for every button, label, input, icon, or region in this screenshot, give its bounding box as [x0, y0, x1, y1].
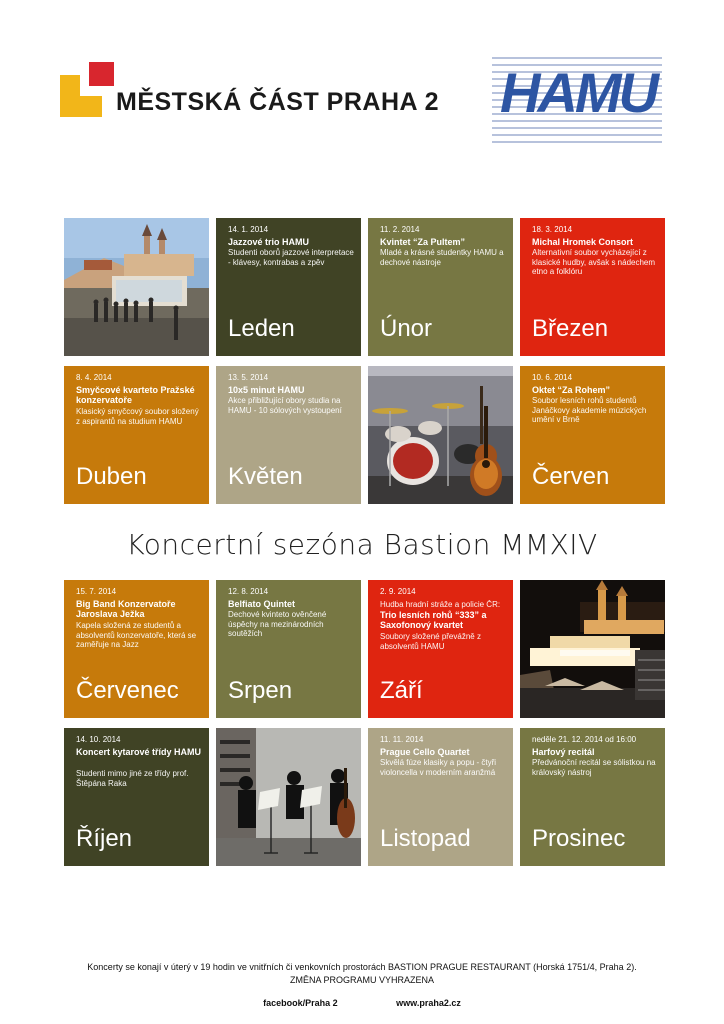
photo-bastion-night: [520, 580, 665, 718]
concert-month: Červen: [532, 463, 610, 490]
concert-month: Prosinec: [532, 825, 626, 852]
concert-title: Kvintet “Za Pultem”: [380, 237, 466, 247]
footer-disclaimer: ZMĚNA PROGRAMU VYHRAZENA: [289, 975, 435, 985]
concert-date: 2. 9. 2014: [380, 587, 416, 596]
photo-bastion-terrace: [64, 218, 209, 356]
concert-description: Dechové kvinteto ověnčené úspěchy na mezinárodních soutěžích: [228, 610, 327, 638]
concert-tile-listopad: [368, 728, 513, 866]
footer-links: [0, 998, 724, 1008]
concert-date: 18. 3. 2014: [532, 225, 573, 234]
concert-date: 8. 4. 2014: [76, 373, 112, 382]
concert-organizer: Hudba hradní stráže a policie ČR:: [380, 600, 501, 609]
concert-description: Soubory složené převážně z absolventů HAMU: [380, 632, 481, 651]
concert-title: Big Band Konzervatoře Jaroslava Ježka: [76, 599, 176, 619]
website-link[interactable]: www.praha2.cz: [396, 998, 461, 1008]
concert-title: Oktet “Za Rohem”: [532, 385, 611, 395]
concert-description: Předvánoční recitál se sólistkou na královský nástroj: [532, 758, 656, 777]
concert-tile-brezen: [520, 218, 665, 356]
concert-title: Trio lesních rohů “333” a Saxofonový kvartet: [380, 610, 487, 630]
concert-title: Harfový recitál: [532, 747, 595, 757]
praha2-logo-text: MĚSTSKÁ ČÁST PRAHA 2: [116, 88, 439, 116]
concert-tile-unor: [368, 218, 513, 356]
concert-tile-zari: [368, 580, 513, 718]
facebook-link[interactable]: facebook/Praha 2: [263, 998, 338, 1008]
concert-month: Únor: [380, 315, 433, 342]
concert-description: Studenti oborů jazzové interpretace - klávesy, kontrabas a zpěv: [228, 248, 354, 267]
concert-title: Michal Hromek Consort: [532, 237, 634, 247]
concert-month: Leden: [228, 315, 295, 342]
concert-description: Mladé a krásné studentky HAMU a dechové nástroje: [380, 248, 504, 267]
concert-description: Skvělá fúze klasiky a popu - čtyři violoncella v moderním aranžmá: [380, 758, 497, 777]
concert-title: Smyčcové kvarteto Pražské konzervatoře: [76, 385, 195, 405]
concert-title: Belfiato Quintet: [228, 599, 295, 609]
concert-month: Srpen: [228, 677, 293, 704]
concert-description: Studenti mimo jiné ze třídy prof. Štěpána Raka: [76, 769, 189, 788]
concert-description: Akce přibližující obory studia na HAMU - 10 sólových vystoupení: [228, 396, 342, 415]
photo-drum-kit-stage: [368, 366, 513, 504]
concert-tile-rijen: [64, 728, 209, 866]
concert-month: Listopad: [380, 825, 471, 852]
concert-description: Soubor lesních rohů studentů Janáčkovy akademie múzických umění v Brně: [532, 396, 647, 424]
season-title: Koncertní sezóna Bastion MMXIV: [126, 528, 598, 561]
concert-date: 13. 5. 2014: [228, 373, 269, 382]
concert-tile-kveten: [216, 366, 361, 504]
concert-date: 11. 2. 2014: [380, 225, 420, 234]
concert-title: Jazzové trio HAMU: [228, 237, 310, 247]
concert-tile-duben: [64, 366, 209, 504]
concert-month: Září: [380, 677, 423, 704]
concert-date: 11. 11. 2014: [380, 735, 424, 744]
concert-date: 14. 1. 2014: [228, 225, 269, 234]
footer-venue-info: Koncerty se konají v úterý v 19 hodin ve vnitřních či venkovních prostorách BASTION PRAGUE RESTAURANT (Horská 1751/4, Praha 2).: [87, 962, 637, 972]
concert-month: Červenec: [76, 677, 179, 704]
concert-title: Prague Cello Quartet: [380, 747, 470, 757]
concert-date: 14. 10. 2014: [76, 735, 121, 744]
concert-title: 10x5 minut HAMU: [228, 385, 305, 395]
concert-tile-srpen: [216, 580, 361, 718]
concert-description: Alternativní soubor vycházející z klasické hudby, avšak s nádechem etno a folklóru: [532, 248, 656, 276]
concert-month: Květen: [228, 463, 303, 490]
concert-month: Duben: [76, 463, 147, 490]
concert-date: 15. 7. 2014: [76, 587, 117, 596]
concert-tile-leden: [216, 218, 361, 356]
hamu-logo-text: HAMU: [500, 61, 656, 124]
concert-description: Klasický smyčcový soubor složený z aspirantů na studium HAMU: [76, 407, 199, 426]
logo-red-square: [89, 62, 114, 86]
photo-string-players: [216, 728, 361, 866]
hamu-logo: [492, 55, 662, 145]
concert-description: Kapela složená ze studentů a absolventů konzervatoře, která se zaměřuje na Jazz: [76, 621, 197, 649]
concert-date: 10. 6. 2014: [532, 373, 573, 382]
concert-date: 12. 8. 2014: [228, 587, 269, 596]
concert-month: Březen: [532, 315, 609, 342]
concert-tile-cervenec: [64, 580, 209, 718]
concert-tile-cerven: [520, 366, 665, 504]
concert-date: neděle 21. 12. 2014 od 16:00: [532, 735, 637, 744]
concert-month: Říjen: [76, 825, 133, 852]
praha2-logo: [60, 62, 440, 122]
concert-title: Koncert kytarové třídy HAMU: [76, 747, 202, 757]
concert-tile-prosinec: [520, 728, 665, 866]
